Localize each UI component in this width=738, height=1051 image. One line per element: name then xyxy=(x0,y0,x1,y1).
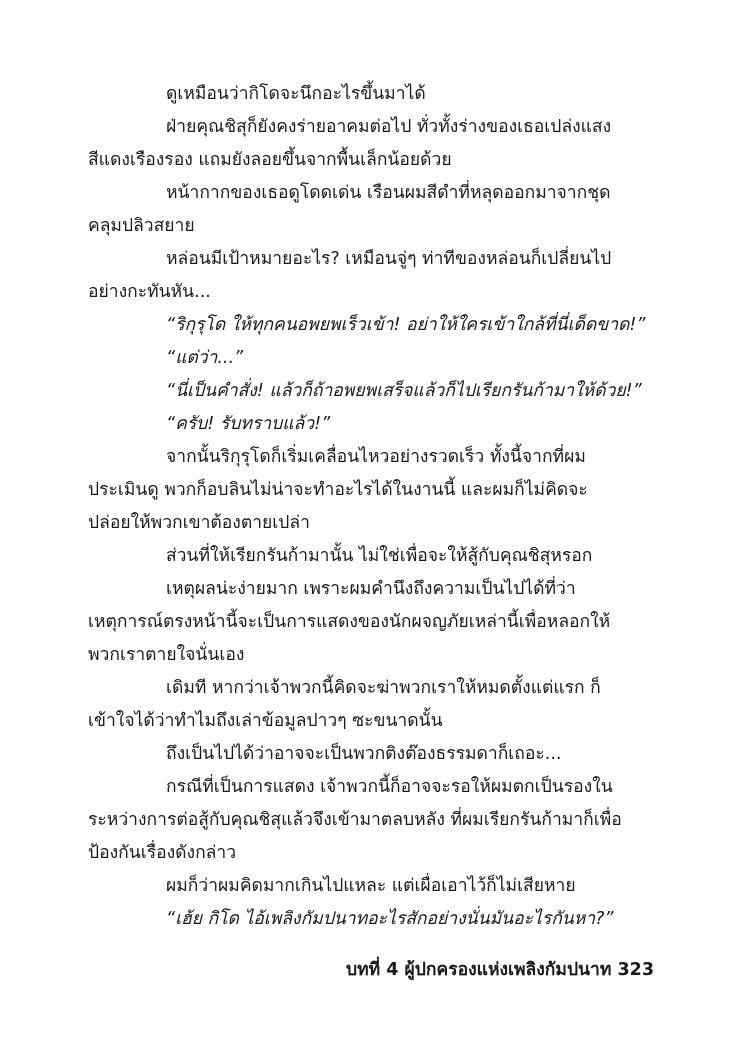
dialogue-line: “เฮ้ย กิโด ไอ้เพลิงกัมปนาทอะไรสักอย่างนั่นมันอะไรกันหา?” xyxy=(166,909,614,929)
text-line: ผมก็ว่าผมคิดมากเกินไปแหละ แต่เผื่อเอาไว้ก็ไม่เสียหาย xyxy=(166,876,576,896)
text-line: เข้าใจได้ว่าทำไมถึงเล่าข้อมูลปาวๆ ซะขนาดนั้น xyxy=(88,711,443,731)
text-line: ถึงเป็นไปได้ว่าอาจจะเป็นพวกติงต๊องธรรมดาก็เถอะ... xyxy=(166,744,562,764)
page-number: 323 xyxy=(617,960,654,980)
text-line: หน้ากากของเธอดูโดดเด่น เรือนผมสีดำที่หลุดออกมาจากชุด xyxy=(166,183,611,203)
text-line: หล่อนมีเป้าหมายอะไร? เหมือนจู่ๆ ท่าทีของหล่อนก็เปลี่ยนไป xyxy=(166,249,612,269)
page-footer xyxy=(300,955,654,983)
text-line: พวกเราตายใจนั่นเอง xyxy=(88,645,245,665)
text-line: เหตุการณ์ตรงหน้านี้จะเป็นการแสดงของนักผจญภัยเหล่านี้เพื่อหลอกให้ xyxy=(88,612,611,632)
dialogue-line: “แต่ว่า...” xyxy=(166,348,244,368)
dialogue-line: “ครับ! รับทราบแล้ว!” xyxy=(166,414,331,434)
text-line: สีแดงเรืองรอง แถมยังลอยขึ้นจากพื้นเล็กน้อยด้วย xyxy=(88,150,452,170)
text-line: ป้องกันเรื่องดังกล่าว xyxy=(88,843,237,863)
text-line: จากนั้นริกุรุโดก็เริ่มเคลื่อนไหวอย่างรวดเร็ว ทั้งนี้จากที่ผม xyxy=(166,447,586,467)
text-line: ระหว่างการต่อสู้กับคุณชิสุแล้วจึงเข้ามาตลบหลัง ที่ผมเรียกรันก้ามาก็เพื่อ xyxy=(88,810,622,830)
text-line: คลุมปลิวสยาย xyxy=(88,216,195,236)
text-line: เดิมที หากว่าเจ้าพวกนี้คิดจะฆ่าพวกเราให้หมดตั้งแต่แรก ก็ xyxy=(166,678,601,698)
text-line: ฝ่ายคุณชิสุก็ยังคงร่ายอาคมต่อไป ทั่วทั้งร่างของเธอเปล่งแสง xyxy=(166,117,612,137)
dialogue-line: “ริกุรุโด ให้ทุกคนอพยพเร็วเข้า! อย่าให้ใครเข้าใกล้ที่นี่เด็ดขาด!” xyxy=(166,315,646,335)
chapter-title: บทที่ 4 ผู้ปกครองแห่งเพลิงกัมปนาท xyxy=(346,960,612,980)
text-line: ส่วนที่ให้เรียกรันก้ามานั้น ไม่ใช่เพื่อจะให้สู้กับคุณชิสุหรอก xyxy=(166,546,593,566)
text-line: กรณีที่เป็นการแสดง เจ้าพวกนี้ก็อาจจะรอให้ผมตกเป็นรองใน xyxy=(166,777,613,797)
text-line: ปล่อยให้พวกเขาต้องตายเปล่า xyxy=(88,513,310,533)
dialogue-line: “นี่เป็นคำสั่ง! แล้วก็ถ้าอพยพเสร็จแล้วก็ไปเรียกรันก้ามาให้ด้วย!” xyxy=(166,381,642,401)
body-text xyxy=(88,78,654,936)
text-line: ประเมินดู พวกก็อบลินไม่น่าจะทำอะไรได้ในงานนี้ และผมก็ไม่คิดจะ xyxy=(88,480,588,500)
text-line: เหตุผลน่ะง่ายมาก เพราะผมคำนึงถึงความเป็นไปได้ที่ว่า xyxy=(166,579,576,599)
text-line: อย่างกะทันหัน... xyxy=(88,282,211,302)
text-line: ดูเหมือนว่ากิโดจะนึกอะไรขึ้นมาได้ xyxy=(166,84,426,104)
